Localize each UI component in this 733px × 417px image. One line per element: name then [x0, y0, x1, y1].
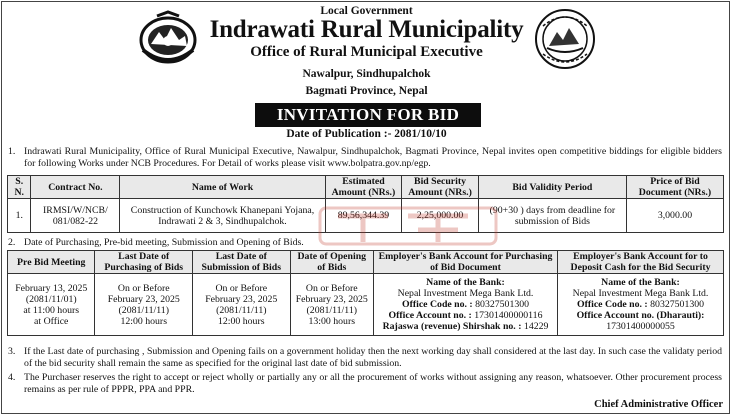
col-estimated-amount: Estimated Amount (NRs.) [325, 176, 402, 199]
office-code: 80327501300 [650, 299, 705, 310]
paragraph-text: Date of Purchasing, Pre-bid meeting, Submission and Opening of Bids. [24, 237, 304, 248]
cell-line: February 23, 2025 [295, 293, 368, 305]
paragraph-number: 2. [8, 237, 16, 248]
col-last-submission: Last Date of Submission of Bids [193, 251, 291, 274]
col-bank-security: Employer's Bank Account for to Deposit Cash for the Bid Security [558, 251, 724, 274]
rajaswa-number: 14229 [523, 321, 549, 332]
office-code-label: Office Code no. : [576, 299, 648, 310]
cell-line: at 11:00 hours [23, 304, 80, 316]
cell-line: (2081/11/11) [216, 304, 267, 316]
publication-date: Date of Publication :- 2081/10/10 [286, 128, 447, 140]
paragraph-number: 4. [8, 372, 16, 383]
table-header-row [8, 176, 724, 199]
bank-name-label: Name of the Bank: [426, 277, 505, 288]
cell-line: (2081/11/01) [25, 293, 77, 305]
paragraph-text: The Purchaser reserves the right to accept or reject wholly or partially any or all the procurement of works without assigning any reason, whatsoever. Other procurement process remains as per rule of PPPR, PPA and PPR. [24, 372, 722, 395]
office-code: 80327501300 [475, 299, 530, 310]
col-bid-security: Bid Security Amount (NRs.) [402, 176, 479, 199]
paragraph-text: If the Last date of purchasing , Submission and Opening fails on a government holiday then the next working day shall considered at the last day. In such case the validaty period of the bid security shall remain the same as specified for the original last date of bid submission. [24, 346, 722, 369]
cell-line: (2081/11/11) [306, 304, 357, 316]
cell-line: 12:00 hours [120, 315, 168, 327]
paragraph-number: 1. [8, 146, 16, 157]
table-row [8, 274, 724, 336]
cell-line: 13:00 hours [308, 315, 356, 327]
cell-estimated-amount: 89,56,344.39 [325, 199, 402, 233]
cell-line: (2081/11/11) [118, 304, 169, 316]
cell-bid-security: 2,25,000.00 [402, 199, 479, 233]
paragraph-2 [8, 237, 722, 249]
cell-line: at Office [34, 315, 69, 327]
col-name-of-work: Name of Work [120, 176, 325, 199]
paragraph-4 [8, 372, 722, 396]
account-label: Office Account no. : [388, 310, 472, 321]
cell-sn: 1. [8, 199, 31, 233]
cell-line: February 23, 2025 [205, 293, 278, 305]
table-header-row [8, 251, 724, 274]
cell-price-of-doc: 3,000.00 [626, 199, 723, 233]
paragraph-number: 3. [8, 346, 16, 357]
paragraph-text: Indrawati Rural Municipality, Office of Rural Municipal Executive, Nawalpur, Sindhupalchok, Bagmati Province, Nepal invites open competitive biddings for eligible bidders for following Works under NCB Procedures. For Detail of works please visit www.bolpatra.gov.np/egp. [24, 146, 722, 169]
account-number: 17301400000055 [606, 321, 675, 332]
paragraph-3 [8, 346, 722, 370]
col-price-of-doc: Price of Bid Document (NRs.) [626, 176, 723, 199]
col-contract-no: Contract No. [31, 176, 120, 199]
local-government-label: Local Government [320, 5, 413, 17]
cell-opening [290, 274, 373, 336]
invitation-banner: INVITATION FOR BID [255, 103, 481, 127]
col-sn: S. N. [8, 176, 31, 199]
account-number: 17301400000116 [474, 310, 543, 321]
signature-title: Chief Administrative Officer [594, 399, 723, 410]
address-line-2: Bagmati Province, Nepal [305, 85, 428, 97]
cell-pre-bid [8, 274, 95, 336]
address-line-1: Nawalpur, Sindhupalchok [302, 68, 431, 80]
cell-bank-security [558, 274, 724, 336]
cell-line: On or Before [305, 282, 358, 294]
account-label: Office Account no. (Dharauti): [576, 310, 705, 321]
cell-last-purchase [95, 274, 193, 336]
col-bid-validity: Bid Validity Period [478, 176, 626, 199]
col-last-purchase: Last Date of Purchasing of Bids [95, 251, 193, 274]
col-opening: Date of Opening of Bids [290, 251, 373, 274]
col-bank-purchase: Employer's Bank Account for Purchasing of Bid Document [374, 251, 558, 274]
cell-line: On or Before [117, 282, 170, 294]
cell-bank-purchase [374, 274, 558, 336]
col-pre-bid: Pre Bid Meeting [8, 251, 95, 274]
cell-line: 12:00 hours [218, 315, 265, 327]
cell-last-submission [193, 274, 291, 336]
cell-bid-validity: (90+30 ) days from deadline for submission of Bids [478, 199, 626, 233]
bank-name: Nepal Investment Mega Bank Ltd. [397, 288, 534, 299]
cell-name-of-work: Construction of Kunchowk Khanepani Yojana, Indrawati 2 & 3, Sindhupalchok. [120, 199, 325, 233]
municipality-title: Indrawati Rural Municipality [209, 16, 524, 43]
office-code-label: Office Code no. : [401, 299, 473, 310]
paragraph-1 [8, 146, 722, 170]
bank-name-label: Name of the Bank: [601, 277, 680, 288]
rajaswa-label: Rajaswa (revenue) Shirshak no. : [382, 321, 522, 332]
bank-name: Nepal Investment Mega Bank Ltd. [572, 288, 709, 299]
cell-line: February 23, 2025 [107, 293, 180, 305]
cell-contract-no: IRMSI/W/NCB/ 081/082-22 [31, 199, 120, 233]
cell-line: On or Before [215, 282, 268, 294]
schedule-table [7, 250, 724, 336]
office-title: Office of Rural Municipal Executive [250, 44, 483, 60]
cell-line: February 13, 2025 [15, 282, 88, 294]
